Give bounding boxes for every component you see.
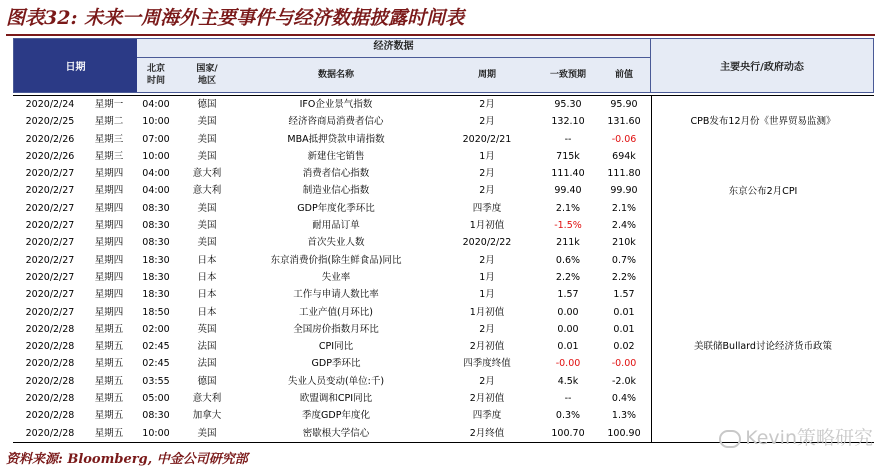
cell-period: 1月	[479, 150, 495, 162]
cell-time: 04:00	[142, 99, 170, 110]
cell-forecast: 99.40	[554, 185, 582, 197]
cell-time: 05:00	[142, 393, 170, 405]
cell-country: 美国	[197, 220, 217, 232]
cell-time: 02:45	[142, 341, 170, 353]
cell-weekday: 星期五	[94, 427, 124, 439]
cell-weekday: 星期四	[94, 168, 124, 180]
cell-country: 意大利	[192, 393, 222, 405]
title-divider	[6, 34, 875, 36]
cell-weekday: 星期二	[94, 116, 124, 128]
cell-date: 2020/2/27	[25, 254, 75, 266]
cell-period: 2月终值	[469, 427, 505, 439]
table-row	[13, 148, 874, 165]
table-row	[13, 234, 874, 251]
table-row	[13, 373, 874, 390]
cell-period: 2月初值	[469, 393, 505, 405]
cell-country: 意大利	[192, 185, 222, 197]
cell-forecast: -0.00	[555, 358, 581, 370]
cell-forecast: 715k	[556, 150, 580, 162]
cell-weekday: 星期四	[94, 306, 124, 318]
cell-country: 日本	[197, 306, 217, 318]
cell-time: 08:30	[142, 202, 170, 214]
cell-country: 日本	[197, 271, 217, 283]
cell-date: 2020/2/26	[25, 133, 75, 145]
cell-prev: 0.01	[613, 306, 635, 318]
cell-period: 四季度终值	[463, 358, 511, 370]
cell-prev: 0.02	[613, 341, 635, 353]
cell-period: 2月	[479, 99, 495, 110]
watermark	[719, 423, 873, 450]
cell-date: 2020/2/25	[25, 116, 75, 128]
table-row	[13, 390, 874, 407]
cell-weekday: 星期三	[94, 150, 124, 162]
cell-forecast: --	[564, 133, 572, 145]
cell-date: 2020/2/27	[25, 185, 75, 197]
cell-prev: 2.2%	[611, 271, 637, 283]
cell-prev: 99.90	[610, 185, 638, 197]
cell-forecast: 111.40	[551, 168, 585, 180]
cell-weekday: 星期一	[94, 99, 124, 110]
cell-date: 2020/2/27	[25, 306, 75, 318]
cell-country: 德国	[197, 99, 217, 110]
cell-weekday: 星期四	[94, 220, 124, 232]
cell-forecast: 4.5k	[557, 375, 579, 387]
cell-time: 04:00	[142, 168, 170, 180]
cell-date: 2020/2/28	[25, 341, 75, 353]
table-row	[13, 96, 874, 113]
table-row	[13, 355, 874, 372]
cell-forecast: --	[564, 393, 572, 405]
cell-forecast: 0.6%	[555, 254, 581, 266]
cell-time: 07:00	[142, 133, 170, 145]
cell-weekday: 星期五	[94, 341, 124, 353]
cell-prev: 111.80	[607, 168, 641, 180]
cell-name: 经济咨商局消费者信心	[288, 116, 384, 128]
cell-name: 失业人员变动(单位:千)	[287, 375, 385, 387]
cell-name: CPI同比	[318, 341, 354, 353]
cell-time: 18:50	[142, 306, 170, 318]
cell-prev: 2.4%	[611, 220, 637, 232]
cell-date: 2020/2/28	[25, 410, 75, 422]
wechat-icon	[719, 430, 741, 448]
cell-forecast: 100.70	[551, 427, 585, 439]
table-row	[13, 131, 874, 148]
col-header-prev: 前值	[614, 70, 633, 80]
cell-time: 02:45	[142, 358, 170, 370]
cell-forecast: 211k	[556, 237, 580, 249]
cell-name: 制造业信心指数	[302, 185, 370, 197]
cell-country: 加拿大	[192, 410, 222, 422]
cell-forecast: 1.57	[557, 289, 579, 301]
cell-date: 2020/2/27	[25, 289, 75, 301]
cell-time: 18:30	[142, 271, 170, 283]
cell-date: 2020/2/28	[25, 358, 75, 370]
cell-country: 日本	[197, 254, 217, 266]
cell-weekday: 星期四	[94, 202, 124, 214]
cell-name: 耐用品订单	[312, 220, 360, 232]
cell-name: 消费者信心指数	[302, 168, 370, 180]
col-header-forecast: 一致预期	[549, 70, 586, 80]
cell-period: 1月初值	[469, 306, 505, 318]
col-header-name: 数据名称	[317, 70, 354, 80]
cell-country: 美国	[197, 202, 217, 214]
cell-weekday: 星期五	[94, 358, 124, 370]
cell-date: 2020/2/27	[25, 168, 75, 180]
cell-prev: -2.0k	[611, 375, 637, 387]
cell-country: 英国	[197, 323, 217, 335]
table-row	[13, 286, 874, 303]
cell-country: 日本	[197, 289, 217, 301]
table-row	[13, 165, 874, 182]
cell-country: 意大利	[192, 168, 222, 180]
cell-period: 1月	[479, 271, 495, 283]
data-table	[13, 96, 874, 442]
cell-period: 四季度	[472, 410, 502, 422]
cell-name: 季度GDP年度化	[302, 410, 370, 422]
cell-forecast: 2.2%	[555, 271, 581, 283]
header-econ-data: 经济数据	[373, 41, 414, 52]
cell-prev: 694k	[612, 150, 636, 162]
cell-period: 2月	[479, 185, 495, 197]
cell-name: 全国房价指数月环比	[293, 323, 379, 335]
cell-period: 2月初值	[469, 341, 505, 353]
cell-weekday: 星期五	[94, 410, 124, 422]
cell-name: 欧盟调和CPI同比	[299, 393, 373, 405]
cell-name: MBA抵押贷款申请指数	[287, 133, 385, 145]
cell-prev: 0.01	[613, 323, 635, 335]
cell-period: 1月初值	[469, 220, 505, 232]
cell-weekday: 星期三	[94, 133, 124, 145]
col-header-period: 周期	[477, 70, 496, 80]
cell-date: 2020/2/26	[25, 150, 75, 162]
cell-weekday: 星期四	[94, 237, 124, 249]
cell-weekday: 星期四	[94, 271, 124, 283]
cell-prev: -0.06	[611, 133, 637, 145]
cell-period: 2020/2/21	[462, 133, 512, 145]
cell-prev: 2.1%	[611, 202, 637, 214]
cell-name: 工作与申请人数比率	[293, 289, 379, 301]
cell-time: 08:30	[142, 237, 170, 249]
cell-forecast: 2.1%	[555, 202, 581, 214]
source-note: 资料来源: Bloomberg, 中金公司研究部	[6, 452, 248, 467]
cell-prev: 95.90	[610, 99, 638, 110]
header-policy: 主要央行/政府动态	[651, 38, 874, 93]
cell-date: 2020/2/27	[25, 271, 75, 283]
cell-country: 法国	[197, 341, 217, 353]
policy-note: 东京公布2月CPI	[728, 185, 798, 197]
cell-forecast: -1.5%	[554, 220, 582, 232]
cell-country: 美国	[197, 237, 217, 249]
col-header-country: 国家/ 地区	[196, 64, 218, 86]
cell-weekday: 星期四	[94, 254, 124, 266]
cell-name: 东京消费价指(除生鲜食品)同比	[270, 254, 402, 266]
cell-prev: 1.57	[613, 289, 635, 301]
cell-weekday: 星期四	[94, 289, 124, 301]
table-row	[13, 321, 874, 338]
cell-date: 2020/2/28	[25, 427, 75, 439]
cell-date: 2020/2/24	[25, 99, 75, 110]
cell-period: 2月	[479, 254, 495, 266]
cell-country: 德国	[197, 375, 217, 387]
cell-period: 2月	[479, 116, 495, 128]
cell-date: 2020/2/27	[25, 202, 75, 214]
cell-time: 10:00	[142, 116, 170, 128]
cell-forecast: 0.00	[557, 323, 579, 335]
cell-prev: 0.7%	[611, 254, 637, 266]
cell-date: 2020/2/28	[25, 375, 75, 387]
cell-prev: 0.4%	[611, 393, 637, 405]
cell-name: IFO企业景气指数	[299, 99, 373, 110]
cell-time: 10:00	[142, 150, 170, 162]
cell-period: 2月	[479, 168, 495, 180]
header-econ-divider	[137, 57, 650, 58]
cell-weekday: 星期五	[94, 393, 124, 405]
cell-name: 新建住宅销售	[307, 150, 365, 162]
cell-country: 美国	[197, 150, 217, 162]
cell-country: 美国	[197, 427, 217, 439]
cell-period: 2020/2/22	[462, 237, 512, 249]
table-row	[13, 304, 874, 321]
cell-time: 04:00	[142, 185, 170, 197]
cell-prev: -0.00	[611, 358, 637, 370]
cell-period: 2月	[479, 375, 495, 387]
cell-time: 08:30	[142, 220, 170, 232]
policy-note: CPB发布12月份《世界贸易监测》	[690, 116, 836, 128]
cell-prev: 131.60	[607, 116, 641, 128]
cell-date: 2020/2/28	[25, 393, 75, 405]
cell-time: 10:00	[142, 427, 170, 439]
policy-note: 美联储Bullard讨论经济货币政策	[694, 341, 832, 353]
cell-name: 失业率	[321, 271, 351, 283]
cell-forecast: 0.00	[557, 306, 579, 318]
cell-forecast: 132.10	[551, 116, 585, 128]
table-row	[13, 252, 874, 269]
cell-name: 工业产值(月环比)	[299, 306, 373, 318]
cell-name: GDP年度化季环比	[297, 202, 375, 214]
cell-name: 首次失业人数	[307, 237, 365, 249]
cell-weekday: 星期五	[94, 375, 124, 387]
cell-time: 18:30	[142, 254, 170, 266]
col-header-time: 北京 时间	[146, 64, 165, 86]
cell-date: 2020/2/28	[25, 323, 75, 335]
watermark-text: Kevin策略研究	[745, 427, 873, 449]
cell-period: 1月	[479, 289, 495, 301]
cell-period: 2月	[479, 323, 495, 335]
cell-prev: 210k	[612, 237, 636, 249]
cell-forecast: 0.3%	[555, 410, 581, 422]
cell-country: 美国	[197, 116, 217, 128]
cell-date: 2020/2/27	[25, 220, 75, 232]
cell-forecast: 0.01	[557, 341, 579, 353]
cell-period: 四季度	[472, 202, 502, 214]
cell-country: 美国	[197, 133, 217, 145]
cell-forecast: 95.30	[554, 99, 582, 110]
table-row	[13, 269, 874, 286]
cell-country: 法国	[197, 358, 217, 370]
table-row	[13, 217, 874, 234]
header-date: 日期	[14, 39, 137, 92]
cell-time: 08:30	[142, 410, 170, 422]
cell-date: 2020/2/27	[25, 237, 75, 249]
cell-time: 18:30	[142, 289, 170, 301]
cell-time: 02:00	[142, 323, 170, 335]
cell-name: GDP季环比	[311, 358, 361, 370]
cell-name: 密歇根大学信心	[302, 427, 370, 439]
page-title: 图表32: 未来一周海外主要事件与经济数据披露时间表	[6, 7, 465, 29]
cell-weekday: 星期四	[94, 185, 124, 197]
cell-prev: 100.90	[607, 427, 641, 439]
cell-prev: 1.3%	[611, 410, 637, 422]
table-row	[13, 200, 874, 217]
cell-weekday: 星期五	[94, 323, 124, 335]
cell-time: 03:55	[142, 375, 170, 387]
